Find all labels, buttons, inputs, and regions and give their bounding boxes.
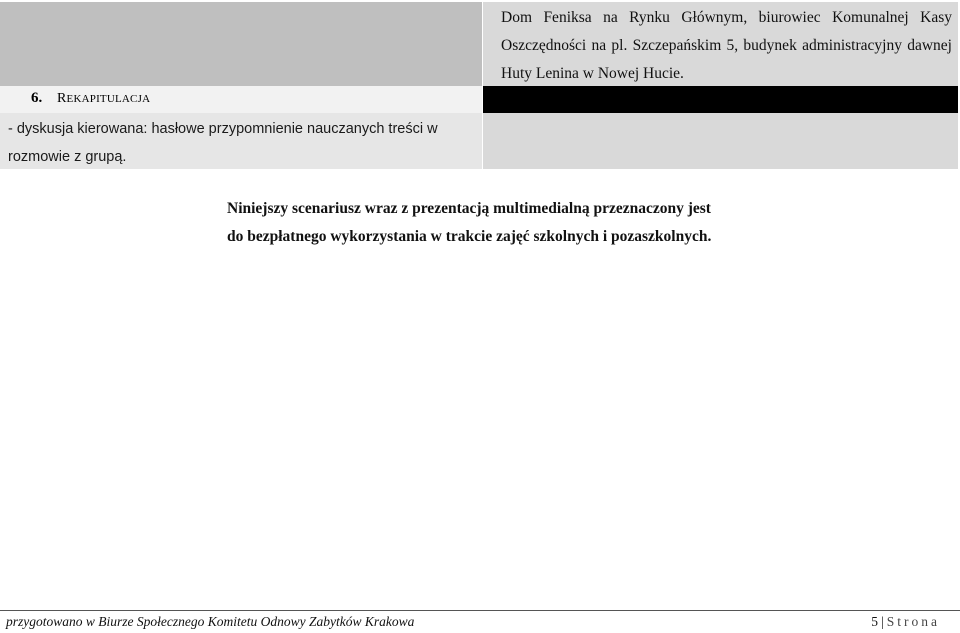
page-word: Strona: [886, 614, 940, 629]
section-number: 6.: [31, 90, 43, 106]
table-cell-empty-right: [483, 113, 958, 169]
usage-notice-line-2: do bezpłatnego wykorzystania w trakcie zajęć szkolnych i pozaszkolnych.: [227, 228, 712, 245]
section-title-initial: R: [57, 91, 67, 106]
page-separator: |: [881, 614, 884, 629]
table-cell-section-body: [0, 113, 482, 169]
locations-text: Dom Feniksa na Rynku Głównym, biurowiec Komunalnej Kasy Oszczędności na pl. Szczepańskim 5, budynek administracyjny dawnej Huty Lenina w Nowej Hucie.: [501, 9, 952, 82]
table-cell-empty-left: [0, 2, 482, 86]
section-header: [0, 86, 482, 113]
footer-credit: przygotowano w Biurze Społecznego Komitetu Odnowy Zabytków Krakowa: [6, 614, 415, 629]
section-title: [57, 91, 150, 107]
table-cell-locations: [483, 2, 958, 86]
section-body-text: - dyskusja kierowana: hasłowe przypomnienie nauczanych treści w rozmowie z grupą.: [8, 121, 438, 165]
page-number: 5: [871, 614, 879, 629]
lesson-table: [0, 2, 958, 169]
footer-divider: [0, 610, 960, 611]
section-title-rest: EKAPITULACJA: [66, 93, 151, 105]
usage-notice: [227, 195, 747, 251]
section-header-bar-right: [483, 86, 958, 113]
footer-page-indicator: [871, 614, 940, 630]
usage-notice-line-1: Niniejszy scenariusz wraz z prezentacją multimedialną przeznaczony jest: [227, 200, 711, 217]
page-footer: [0, 610, 960, 633]
